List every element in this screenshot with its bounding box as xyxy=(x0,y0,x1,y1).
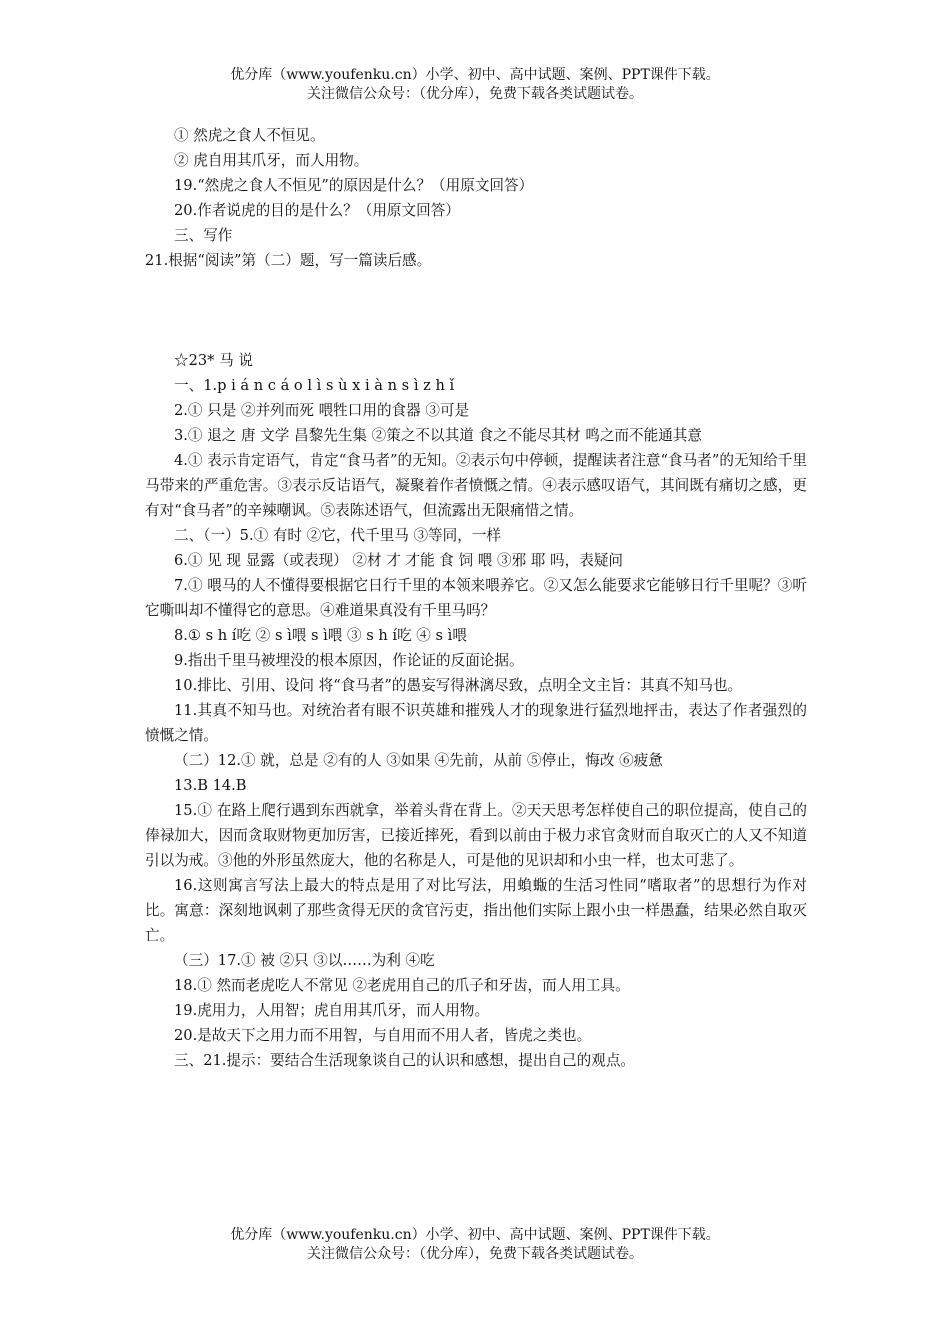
answer-4: 4.① 表示肯定语气，肯定“食马者”的无知。②表示句中停顿，提醒读者注意“食马者”的无知给千里马带来的严重危害。③表示反诘语气，凝聚着作者愤慨之情。④表示感叹语气，其间既有痛切之感，更有对“食马者”的辛辣嘲讽。⑤表陈述语气，但流露出无限痛惜之情。 xyxy=(145,452,807,519)
answer-19: 19.虎用力，人用智；虎自用其爪牙，而人用物。 xyxy=(174,1002,490,1019)
sentence-1: ① 然虎之食人不恒见。 xyxy=(174,127,325,144)
sentence-2: ② 虎自用其爪牙，而人用物。 xyxy=(174,152,369,169)
answer-9: 9.指出千里马被埋没的根本原因，作论证的反面论据。 xyxy=(174,652,524,669)
answer-5: 二、（一）5.① 有时 ②它，代千里马 ③等同，一样 xyxy=(174,527,502,544)
answer-8: 8.① s h í吃 ② s ì喂 s ì喂 ③ s h í吃 ④ s ì喂 xyxy=(174,627,467,644)
answer-20: 20.是故天下之用力而不用智，与自用而不用人者，皆虎之类也。 xyxy=(174,1027,592,1044)
answer-6: 6.① 见 现 显露（或表现） ②材 才 才能 食 饲 喂 ③邪 耶 吗，表疑问 xyxy=(174,552,624,569)
answer-12: （二）12.① 就，总是 ②有的人 ③如果 ④先前，从前 ⑤停止，悔改 ⑥疲惫 xyxy=(174,752,663,769)
answer-1: 一、1.p i á n c á o l ì s ù x i à n s ì z h ǐ xyxy=(174,377,455,394)
answer-21: 三、21.提示：要结合生活现象谈自己的认识和感想，提出自己的观点。 xyxy=(174,1052,636,1069)
question-19: 19.“然虎之食人不恒见”的原因是什么？（用原文回答） xyxy=(174,177,534,194)
section-writing-heading: 三、写作 xyxy=(174,227,233,244)
answer-3: 3.① 退之 唐 文学 昌黎先生集 ②策之不以其道 食之不能尽其材 鸣之而不能通其意 xyxy=(174,427,702,444)
footer-line-2: 关注微信公众号：（优分库），免费下载各类试题试卷。 xyxy=(307,1246,643,1262)
answer-18: 18.① 然而老虎吃人不常见 ②老虎用自己的爪子和牙齿，而人用工具。 xyxy=(174,977,630,994)
header-line-2: 关注微信公众号：（优分库），免费下载各类试题试卷。 xyxy=(307,86,643,102)
page-footer xyxy=(0,1226,950,1264)
document-body xyxy=(145,123,807,1073)
answer-7: 7.① 喂马的人不懂得要根据它日行千里的本领来喂养它。②又怎么能要求它能够日行千里呢？③听它嘶叫却不懂得它的意思。④难道果真没有千里马吗？ xyxy=(145,577,807,619)
answer-13-14: 13.B 14.B xyxy=(174,777,247,794)
page-header xyxy=(0,66,950,104)
question-21: 21.根据“阅读”第（二）题，写一篇读后感。 xyxy=(145,252,432,269)
answer-16: 16.这则寓言写法上最大的特点是用了对比写法，用蝜蝂的生活习性同“嗜取者”的思想行为作对比。寓意：深刻地讽刺了那些贪得无厌的贪官污吏，指出他们实际上跟小虫一样愚蠢，结果必然自取灭亡。 xyxy=(145,877,807,944)
answer-10: 10.排比、引用、设问 将“食马者”的愚妄写得淋漓尽致，点明全文主旨：其真不知马也。 xyxy=(174,677,743,694)
header-line-1: 优分库（www.youfenku.cn）小学、初中、高中试题、案例、PPT课件下载。 xyxy=(230,67,720,83)
footer-line-1: 优分库（www.youfenku.cn）小学、初中、高中试题、案例、PPT课件下载。 xyxy=(230,1227,720,1243)
answer-17: （三）17.① 被 ②只 ③以……为利 ④吃 xyxy=(174,952,435,969)
question-20: 20.作者说虎的目的是什么？（用原文回答） xyxy=(174,202,460,219)
answer-title: ☆23* 马 说 xyxy=(174,352,253,369)
answer-15: 15.① 在路上爬行遇到东西就拿，举着头背在背上。②天天思考怎样使自己的职位提高，使自己的俸禄加大，因而贪取财物更加厉害，已接近摔死，看到以前由于极力求官贪财而自取灭亡的人又不知道引以为戒。③他的外形虽然庞大，他的名称是人，可是他的见识却和小虫一样，也太可悲了。 xyxy=(145,802,807,869)
answer-2: 2.① 只是 ②并列而死 喂牲口用的食器 ③可是 xyxy=(174,402,470,419)
answer-11: 11.其真不知马也。对统治者有眼不识英雄和摧残人才的现象进行猛烈地抨击，表达了作者强烈的愤慨之情。 xyxy=(145,702,807,744)
